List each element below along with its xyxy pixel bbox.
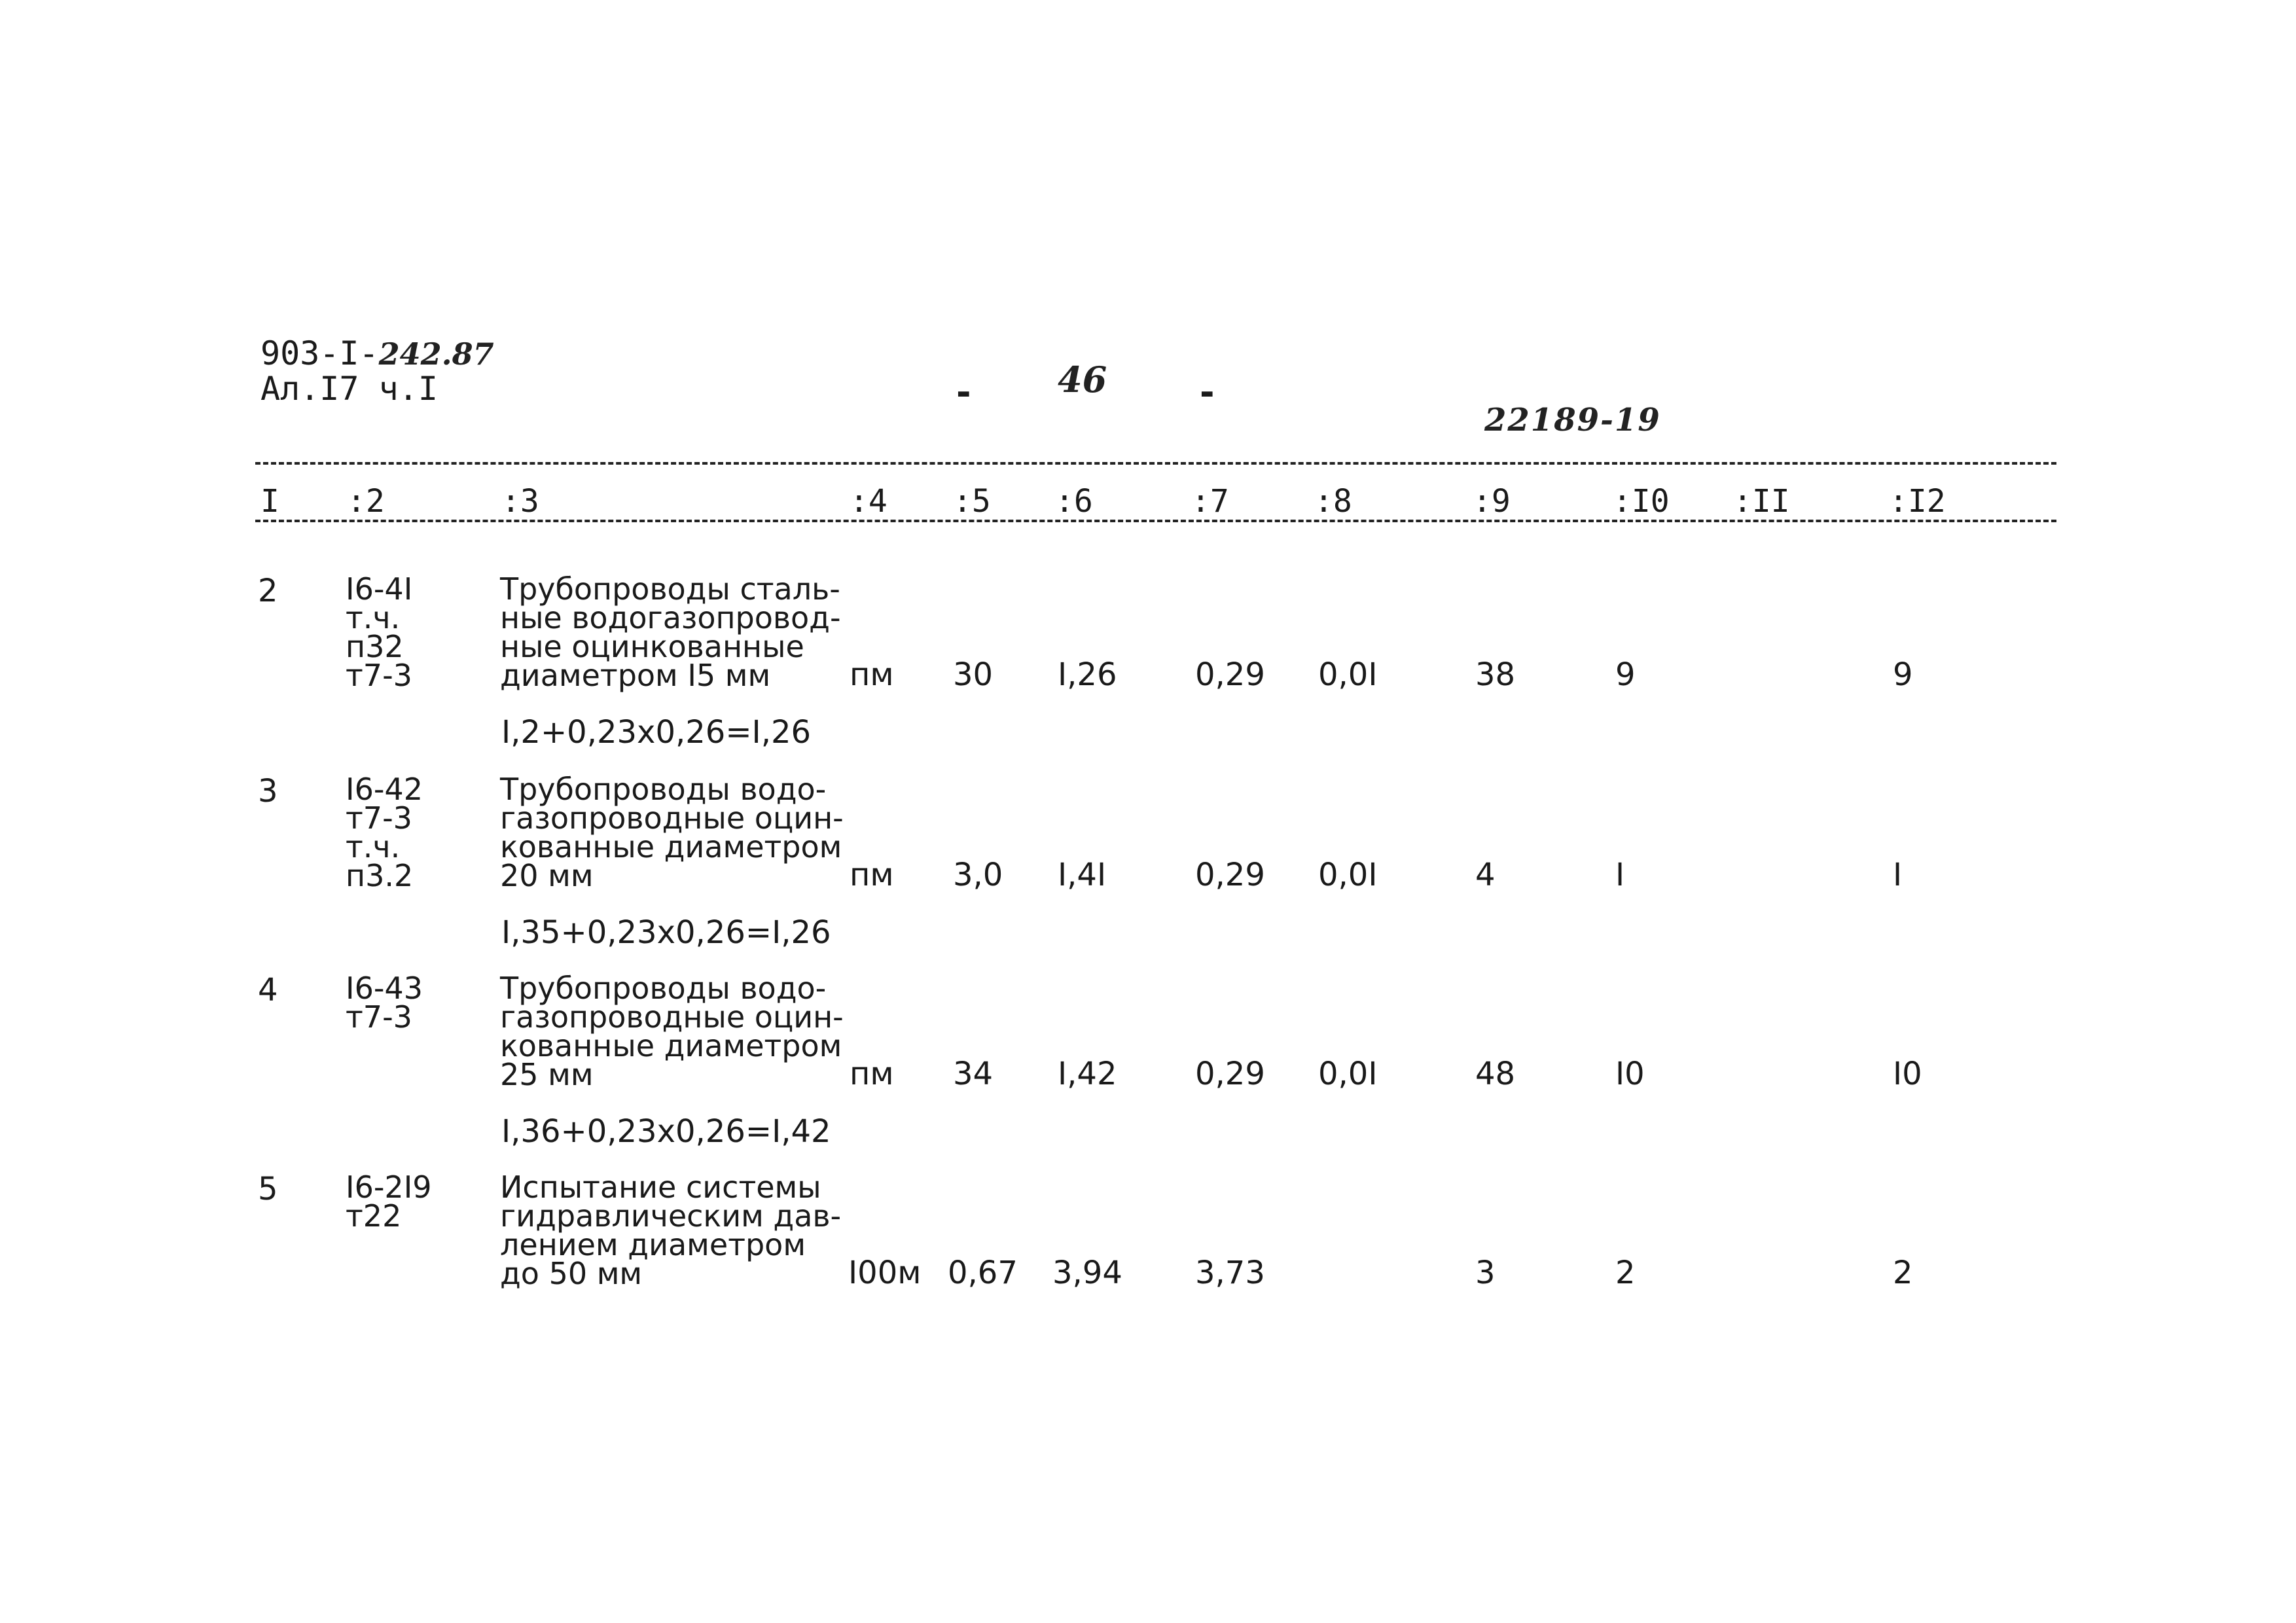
- page-number-dash-left: -: [953, 372, 975, 413]
- column-header-3: :3: [501, 483, 539, 520]
- quantity: 0,67: [948, 1255, 1018, 1291]
- value-col-9: 4: [1475, 857, 1496, 893]
- row-number: 5: [258, 1171, 278, 1207]
- document-code-handwritten: 242.87: [378, 336, 494, 372]
- column-header-2: :2: [347, 483, 385, 520]
- row-number: 4: [258, 972, 278, 1008]
- value-col-8: 0,0I: [1318, 857, 1378, 893]
- value-col-12: I: [1893, 857, 1903, 893]
- quantity: 34: [953, 1056, 994, 1092]
- column-header-4: :4: [850, 483, 888, 520]
- value-col-12: 2: [1893, 1255, 1913, 1291]
- quantity: 3,0: [953, 857, 1003, 893]
- value-col-9: 38: [1475, 656, 1516, 693]
- value-col-7: 0,29: [1195, 656, 1265, 693]
- norm-code: I6-42 т7-3 т.ч. п3.2: [346, 772, 423, 893]
- value-col-6: I,42: [1058, 1056, 1117, 1092]
- work-description: Трубопроводы сталь- ные водогазопровод- ные оцинкованные диаметром I5 мм: [500, 571, 841, 693]
- unit: пм: [850, 1056, 894, 1092]
- row-number: 3: [258, 773, 278, 810]
- table-top-rule: [255, 462, 2056, 465]
- value-col-6: 3,94: [1052, 1255, 1122, 1291]
- norm-code: I6-4I т.ч. п32 т7-3: [346, 571, 413, 693]
- value-col-10: I: [1615, 857, 1625, 893]
- row-number: 2: [258, 573, 278, 609]
- value-col-8: 0,0I: [1318, 656, 1378, 693]
- table-header-rule: [255, 520, 2056, 522]
- value-col-7: 0,29: [1195, 857, 1265, 893]
- calculation-formula: I,35+0,23x0,26=I,26: [501, 914, 831, 951]
- unit: пм: [850, 857, 894, 893]
- value-col-10: 2: [1615, 1255, 1636, 1291]
- value-col-10: I0: [1615, 1056, 1645, 1092]
- value-col-9: 48: [1475, 1056, 1516, 1092]
- calculation-formula: I,36+0,23x0,26=I,42: [501, 1113, 831, 1150]
- calculation-formula: I,2+0,23x0,26=I,26: [501, 714, 812, 751]
- column-header-11: :II: [1733, 483, 1790, 520]
- document-code-printed: 903-I-: [260, 334, 379, 372]
- value-col-12: 9: [1893, 656, 1913, 693]
- value-col-9: 3: [1475, 1255, 1496, 1291]
- norm-code: I6-2I9 т22: [346, 1169, 432, 1234]
- page-number: 46: [1058, 359, 1107, 401]
- column-header-5: :5: [953, 483, 991, 520]
- value-col-8: 0,0I: [1318, 1056, 1378, 1092]
- page-number-dash-right: -: [1196, 372, 1218, 413]
- value-col-7: 0,29: [1195, 1056, 1265, 1092]
- value-col-6: I,4I: [1058, 857, 1107, 893]
- quantity: 30: [953, 656, 994, 693]
- norm-code: I6-43 т7-3: [346, 971, 423, 1035]
- value-col-7: 3,73: [1195, 1255, 1265, 1291]
- unit: I00м: [848, 1255, 922, 1291]
- document-code: [260, 335, 494, 372]
- column-header-1: I: [260, 483, 279, 520]
- value-col-12: I0: [1893, 1056, 1922, 1092]
- column-header-10: :I0: [1613, 483, 1670, 520]
- value-col-10: 9: [1615, 656, 1636, 693]
- work-description: Испытание системы гидравлическим дав- лением диаметром до 50 мм: [500, 1169, 842, 1291]
- column-header-12: :I2: [1889, 483, 1946, 520]
- inventory-number: 22189-19: [1484, 402, 1661, 438]
- work-description: Трубопроводы водо- газопроводные оцин- кованные диаметром 20 мм: [500, 772, 844, 893]
- value-col-6: I,26: [1058, 656, 1117, 693]
- work-description: Трубопроводы водо- газопроводные оцин- кованные диаметром 25 мм: [500, 971, 844, 1092]
- column-header-9: :9: [1473, 483, 1511, 520]
- album-part-label: Ал.I7 ч.I: [260, 370, 438, 408]
- column-header-8: :8: [1314, 483, 1352, 520]
- column-header-6: :6: [1055, 483, 1093, 520]
- column-header-7: :7: [1191, 483, 1229, 520]
- unit: пм: [850, 656, 894, 693]
